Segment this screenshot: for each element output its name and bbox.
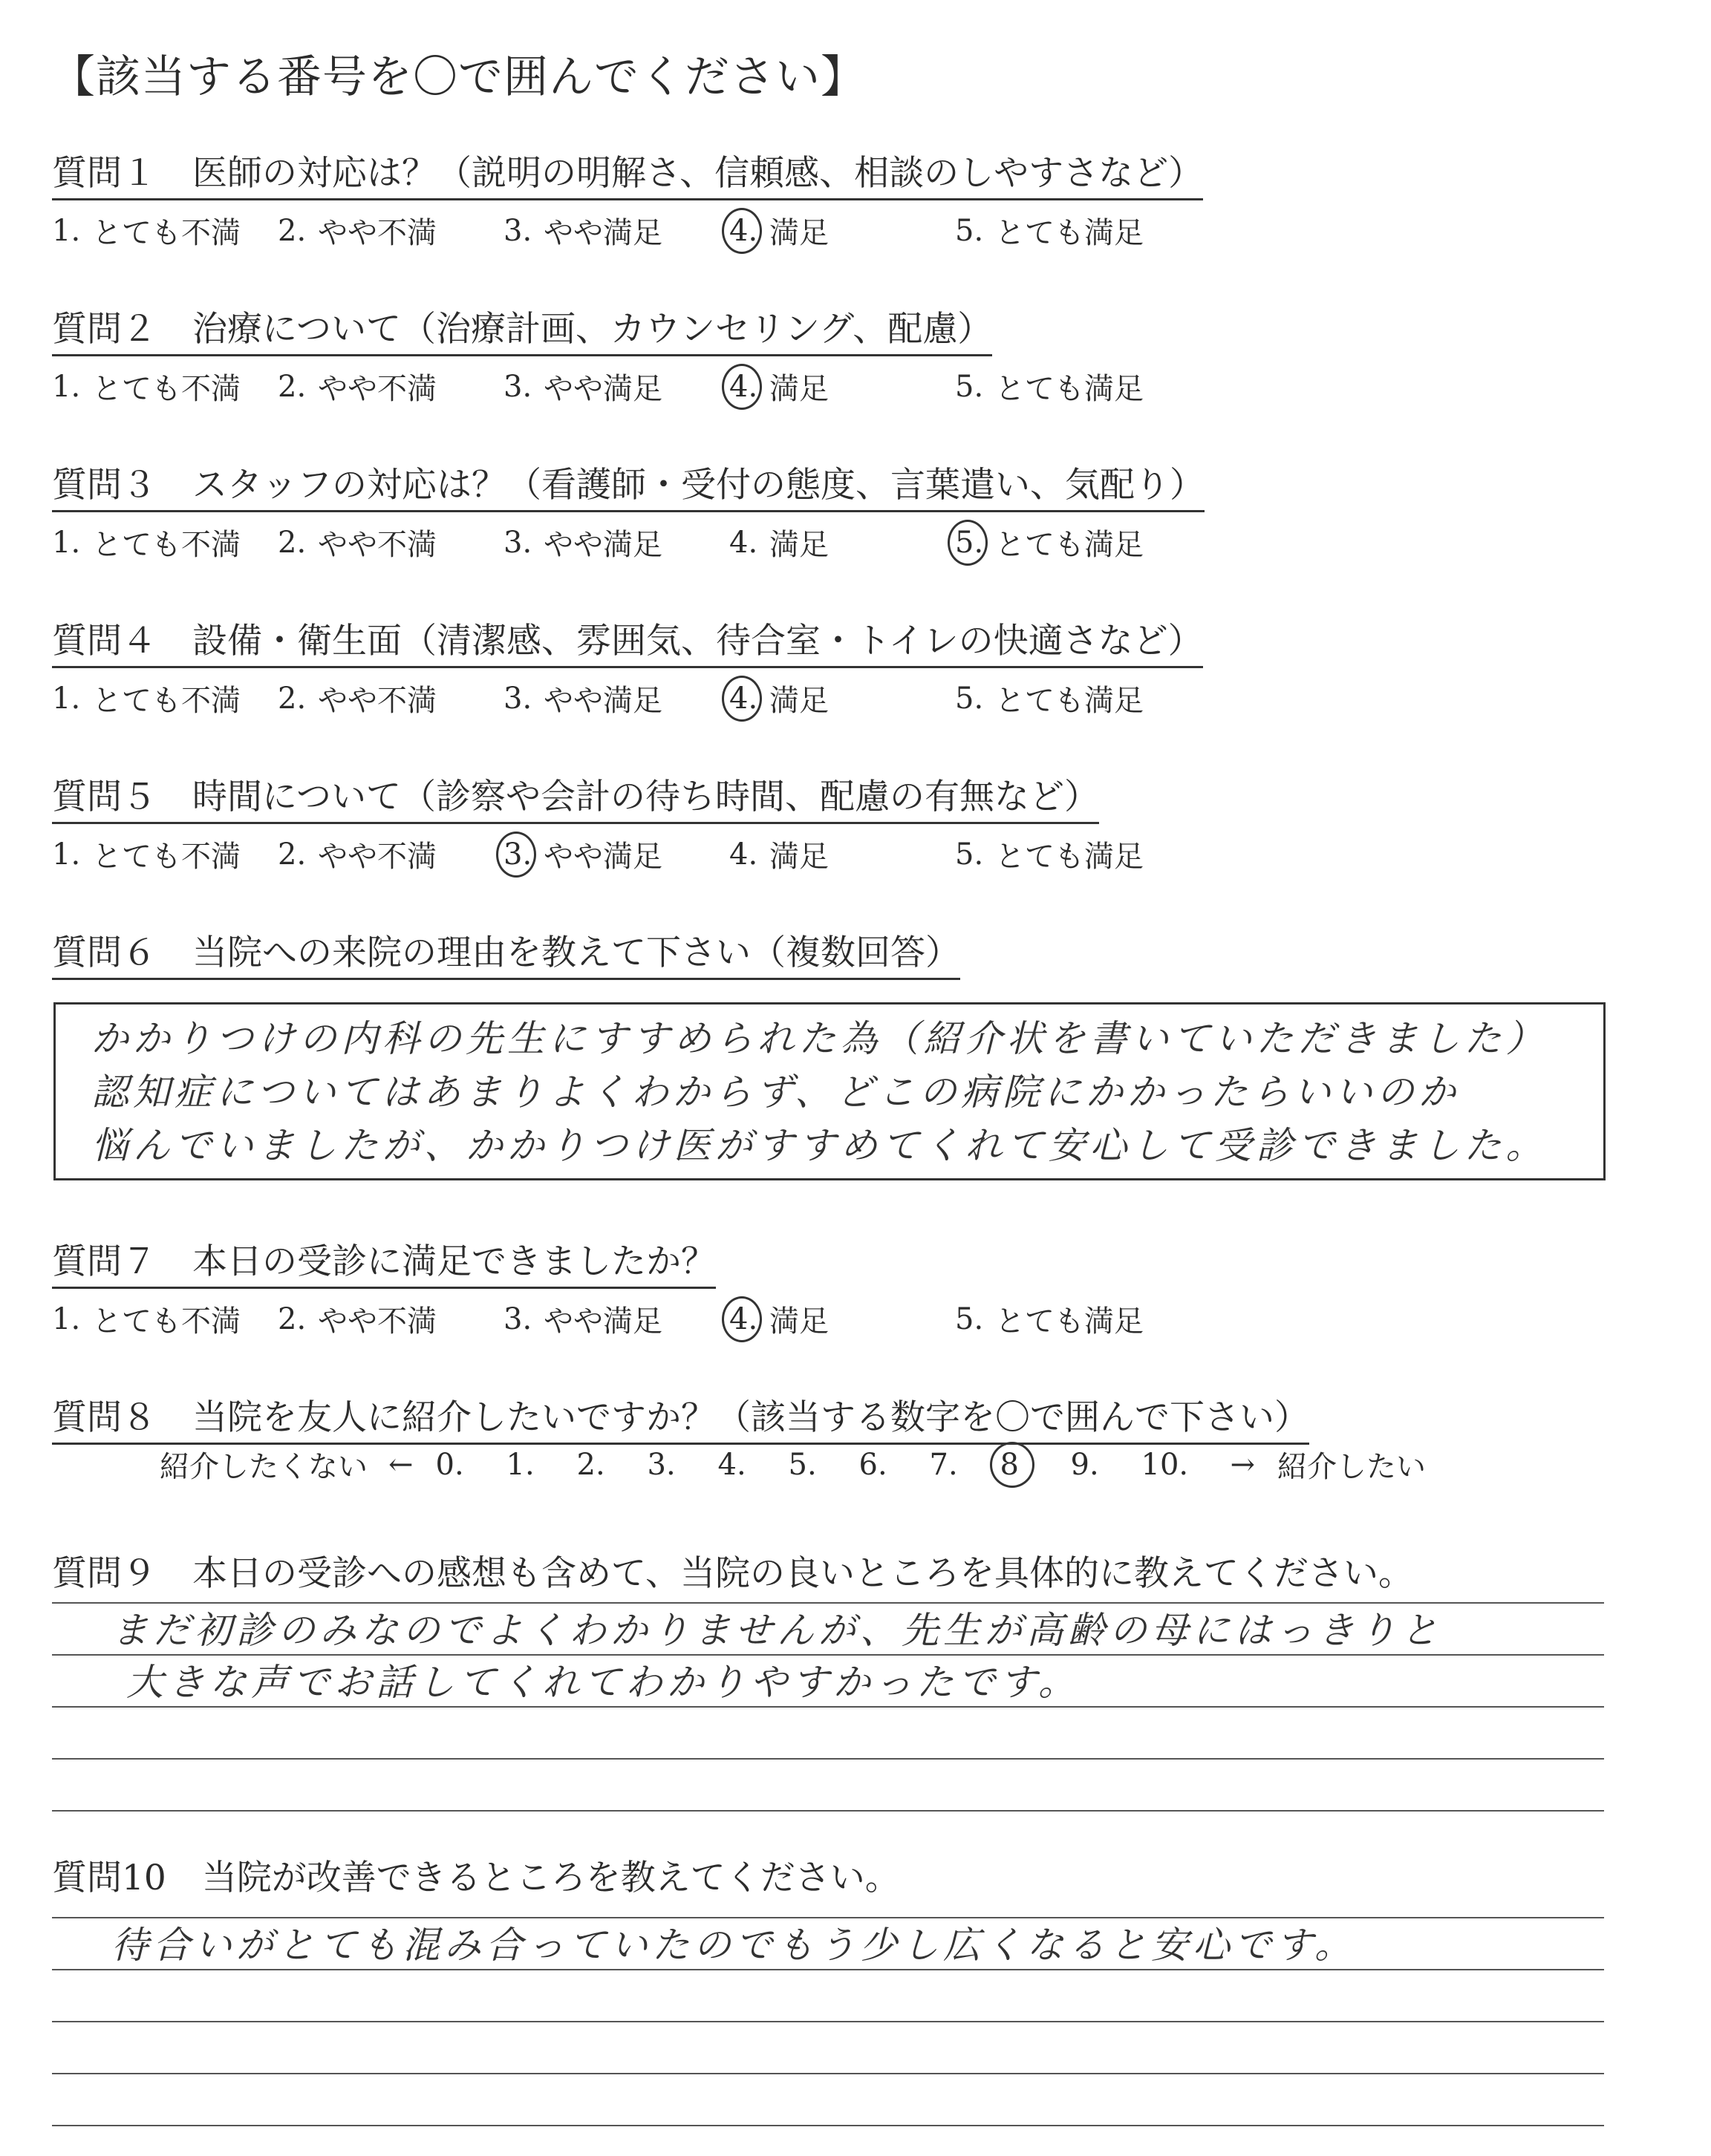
rating-number: 1.: [52, 525, 81, 560]
page-title: 【該当する番号を〇で囲んでください】: [50, 51, 866, 103]
question-number: 質問４: [52, 621, 157, 662]
question-text: 本日の受診への感想も含めて、当院の良いところを具体的に教えてください。: [192, 1553, 1414, 1594]
rating-number: 3.: [503, 837, 544, 872]
rating-number: 2.: [278, 213, 307, 248]
handwritten-answer-line: 悩んでいましたが、かかりつけ医がすすめてくれて安心して受診できました。: [91, 1124, 1548, 1167]
rating-label: やや不満: [318, 216, 437, 250]
rating-label: やや不満: [318, 1304, 437, 1339]
arrow-left-icon: ←: [388, 1447, 414, 1482]
question-6: [52, 925, 960, 980]
rating-number: 2.: [278, 837, 307, 872]
question-number: 質問２: [52, 309, 157, 350]
rating-number: 5.: [955, 681, 984, 716]
rating-option: [729, 365, 955, 408]
rating-option: [278, 521, 503, 564]
writing-line: [52, 2021, 1604, 2022]
handwritten-answer-line: 認知症についてはあまりよくわからず、どこの病院にかかったらいいのか: [91, 1071, 1460, 1114]
question-text: 治療について（治療計画、カウンセリング、配慮）: [192, 309, 993, 350]
writing-line: [52, 2073, 1604, 2074]
rating-label: とても不満: [92, 216, 241, 250]
rating-number: 4.: [729, 837, 758, 872]
rating-label: とても満足: [995, 840, 1144, 874]
rating-label: とても不満: [92, 528, 241, 562]
rating-number: 3.: [503, 369, 532, 404]
rating-number: 5.: [955, 1301, 984, 1336]
rating-option: [52, 521, 278, 564]
free-answer-box: [53, 1002, 1606, 1180]
rating-number: 1.: [52, 213, 81, 248]
question-number: 質問６: [52, 932, 157, 973]
question-heading: [52, 146, 1203, 200]
rating-number: 4.: [729, 1302, 769, 1336]
question-8: [52, 1390, 1309, 1445]
rating-number: 4.: [729, 525, 758, 560]
rating-number: 2.: [278, 681, 307, 716]
rating-scale: [52, 677, 1203, 719]
handwritten-answer-line: 大きな声でお話してくれてわかりやすかったです。: [126, 1661, 1080, 1704]
scale-left-label: 紹介したくない: [160, 1450, 368, 1484]
writing-line: [52, 2125, 1604, 2126]
question-heading: [52, 1234, 716, 1289]
handwritten-answer-line: かかりつけの内科の先生にすすめられた為（紹介状を書いていただきました）: [91, 1017, 1548, 1060]
question-number: 質問９: [52, 1553, 157, 1594]
question-2: [52, 301, 1181, 408]
rating-number: 2.: [278, 369, 307, 404]
recommend-value: 7.: [929, 1447, 958, 1482]
recommend-value: 4.: [717, 1447, 746, 1482]
rating-scale: [52, 365, 1181, 408]
rating-label: やや満足: [544, 840, 662, 874]
writing-line: [52, 1758, 1604, 1760]
handwritten-answer-line: 待合いがとても混み合っていたのでもう少し広くなると安心です。: [111, 1924, 1356, 1967]
rating-scale: [52, 833, 1181, 875]
question-text: 時間について（診察や会計の待ち時間、配慮の有無など）: [192, 777, 1100, 817]
rating-label: とても満足: [995, 372, 1144, 406]
rating-option: [278, 1298, 503, 1340]
rating-label: やや満足: [544, 1304, 662, 1339]
question-text: スタッフの対応は？（看護師・受付の態度、言葉遣い、気配り）: [192, 465, 1205, 506]
rating-label: とても満足: [995, 528, 1144, 562]
rating-label: やや満足: [544, 684, 662, 718]
rating-option: [278, 677, 503, 719]
recommend-value: 2.: [576, 1447, 605, 1482]
rating-option: [955, 365, 1181, 408]
rating-number: 4.: [729, 370, 769, 404]
recommend-value: 6.: [858, 1447, 887, 1482]
question-heading: [52, 301, 992, 356]
recommend-values: [436, 1448, 1223, 1482]
rating-number: 1.: [52, 681, 81, 716]
rating-label: とても不満: [92, 840, 241, 874]
rating-label: とても満足: [995, 684, 1144, 718]
rating-label: やや満足: [544, 372, 662, 406]
rating-number: 5.: [955, 213, 984, 248]
rating-option: [503, 833, 729, 875]
question-number: 質問１: [52, 153, 157, 194]
rating-option: [503, 209, 729, 252]
rating-number: 4.: [729, 682, 769, 716]
recommend-scale: [52, 1443, 1426, 1486]
recommend-value: 5.: [788, 1447, 817, 1482]
rating-label: やや不満: [318, 840, 437, 874]
rating-label: とても満足: [995, 216, 1144, 250]
writing-line: [52, 1810, 1604, 1812]
rating-label: やや不満: [318, 684, 437, 718]
rating-option: [52, 1298, 278, 1340]
question-9: [52, 1546, 1413, 1598]
rating-option: [955, 209, 1181, 252]
rating-number: 2.: [278, 1301, 307, 1336]
rating-label: とても不満: [92, 372, 241, 406]
question-heading: [52, 457, 1205, 512]
rating-option: [503, 677, 729, 719]
rating-label: とても不満: [92, 684, 241, 718]
question-heading: [52, 613, 1203, 668]
rating-option: [955, 833, 1181, 875]
rating-label: 満足: [769, 216, 829, 250]
rating-number: 1.: [52, 1301, 81, 1336]
question-heading: [52, 1546, 1413, 1598]
question-heading: [52, 925, 960, 980]
question-heading: [52, 769, 1099, 824]
rating-option: [52, 209, 278, 252]
question-text: 本日の受診に満足できましたか？: [192, 1241, 716, 1282]
rating-option: [52, 677, 278, 719]
rating-number: 4.: [729, 214, 769, 248]
handwritten-answer-line: まだ初診のみなのでよくわかりませんが、先生が高齢の母にはっきりと: [111, 1609, 1442, 1652]
rating-option: [52, 365, 278, 408]
rating-label: とても不満: [92, 1304, 241, 1339]
rating-label: 満足: [769, 1304, 829, 1339]
question-3: [52, 457, 1205, 564]
rating-number: 1.: [52, 837, 81, 872]
question-number: 質問５: [52, 777, 157, 817]
rating-option: [52, 833, 278, 875]
question-1: [52, 146, 1203, 252]
question-5: [52, 769, 1181, 875]
rating-number: 3.: [503, 525, 532, 560]
question-text: 当院を友人に紹介したいですか？（該当する数字を〇で囲んで下さい）: [192, 1397, 1309, 1438]
arrow-right-icon: →: [1230, 1447, 1256, 1482]
question-number: 質問７: [52, 1241, 157, 1282]
question-heading: [52, 1850, 900, 1903]
rating-option: [955, 521, 1181, 564]
rating-number: 5.: [955, 837, 984, 872]
recommend-value: 1.: [506, 1447, 535, 1482]
rating-label: やや不満: [318, 528, 437, 562]
rating-option: [503, 521, 729, 564]
question-number: 質問10: [52, 1858, 166, 1898]
recommend-value: 8: [1000, 1448, 1071, 1482]
rating-number: 5.: [955, 369, 984, 404]
rating-option: [278, 209, 503, 252]
rating-number: 1.: [52, 369, 81, 404]
question-10: [52, 1850, 900, 1903]
rating-option: [503, 1298, 729, 1340]
question-text: 当院が改善できるところを教えてください。: [201, 1858, 900, 1898]
rating-number: 5.: [955, 526, 995, 560]
rating-option: [729, 521, 955, 564]
rating-number: 3.: [503, 213, 532, 248]
recommend-value: 0.: [435, 1447, 464, 1482]
rating-label: やや満足: [544, 216, 662, 250]
rating-scale: [52, 521, 1205, 564]
question-heading: [52, 1390, 1309, 1445]
rating-scale: [52, 1298, 1181, 1340]
recommend-value: 9.: [1070, 1447, 1099, 1482]
rating-label: やや不満: [318, 372, 437, 406]
recommend-value: 10.: [1141, 1447, 1189, 1482]
rating-label: 満足: [769, 684, 829, 718]
rating-option: [729, 677, 955, 719]
rating-option: [503, 365, 729, 408]
recommend-value: 3.: [647, 1447, 676, 1482]
rating-option: [729, 1298, 955, 1340]
rating-option: [729, 209, 955, 252]
question-4: [52, 613, 1203, 719]
rating-option: [729, 833, 955, 875]
question-number: 質問３: [52, 465, 157, 506]
rating-option: [955, 677, 1181, 719]
rating-number: 3.: [503, 681, 532, 716]
rating-label: とても満足: [995, 1304, 1144, 1339]
rating-label: 満足: [769, 528, 829, 562]
question-text: 当院への来院の理由を教えて下さい（複数回答）: [192, 932, 960, 973]
question-text: 設備・衛生面（清潔感、雰囲気、待合室・トイレの快適さなど）: [192, 621, 1203, 662]
rating-option: [955, 1298, 1181, 1340]
rating-label: 満足: [769, 372, 829, 406]
question-7: [52, 1234, 1181, 1340]
rating-option: [278, 833, 503, 875]
rating-label: やや満足: [544, 528, 662, 562]
rating-label: 満足: [769, 840, 829, 874]
rating-scale: [52, 209, 1203, 252]
scale-right-label: 紹介したい: [1277, 1450, 1427, 1484]
rating-number: 2.: [278, 525, 307, 560]
rating-option: [278, 365, 503, 408]
question-text: 医師の対応は？（説明の明解さ、信頼感、相談のしやすさなど）: [192, 153, 1204, 194]
rating-number: 3.: [503, 1301, 532, 1336]
question-number: 質問８: [52, 1397, 157, 1438]
